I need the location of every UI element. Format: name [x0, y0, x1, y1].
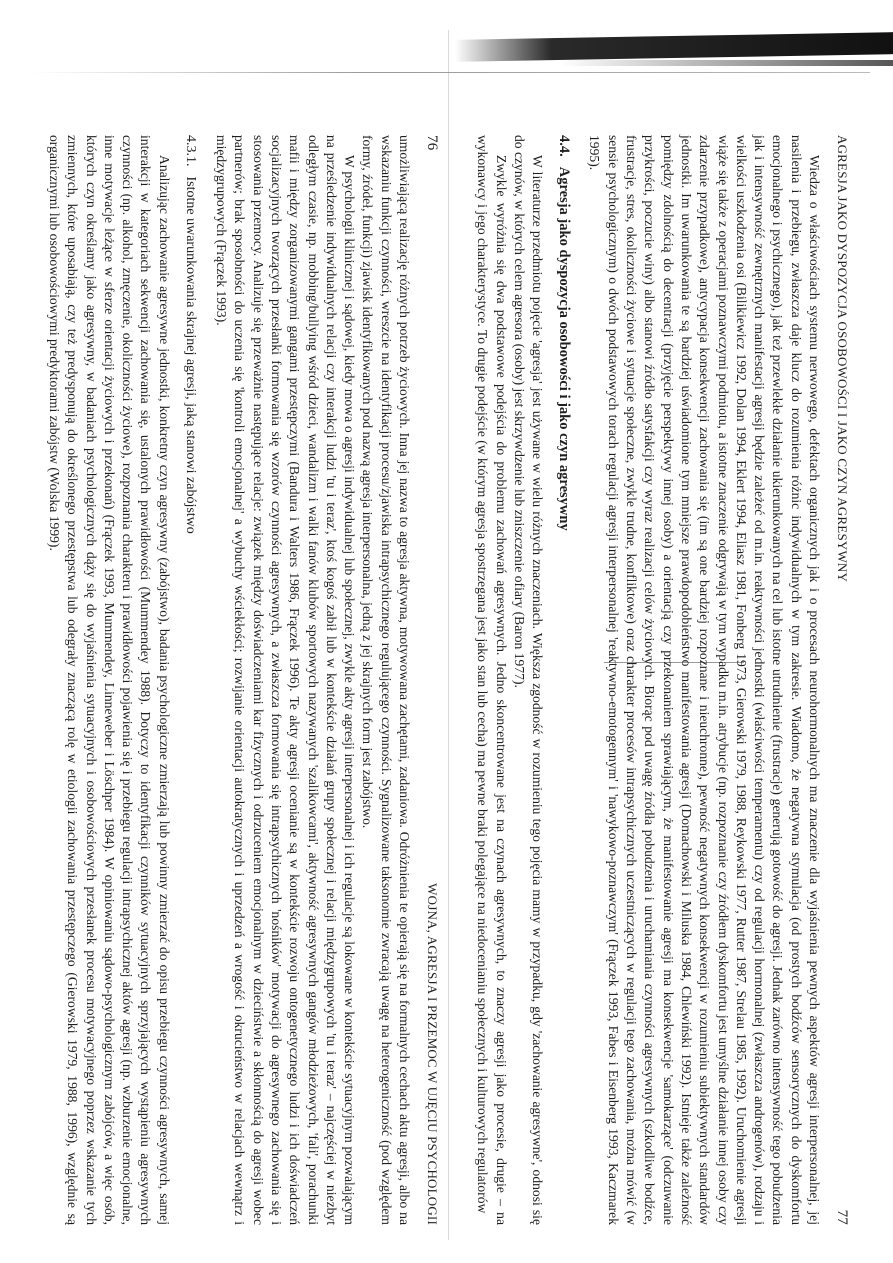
left-paragraph-3: Analizując zachowanie agresywne jednostki, konkretny czyn agresywny (zabójstwo), badania psychologiczne zmierzają lub powinny zmierzać do opisu przebiegu czynności agresywnych, samej interakcji w kategoriach sekwencji zachowania się, ustalonych prawidłowości (Mummendey 1988). Dotyczy to identyfikacji czynników sytuacyjnych sprzyjających wystąpieniu agresywnych czynności (np. alkohol, zmęczenie, okoliczności życiowe), rozpoznania charakteru i prawidłowości pojawienia się i przebiegu regulacji intrapsychicznej aktów agresji (np. wzburzenie emocjonalne, inne motywacje leżące w sferze orientacji życiowych i przekonań) (Frączek 1993, Mummendey, Linneweber i Löschper 1984). W opiniowaniu sądowo-psychologicznym zabójców, a więc osób, których czyn określamy jako agresywny, w badaniach psychologicznych dąży się do wyjaśnienia sytuacyjnych i osobowościowych przesłanek procesu motywacyjnego poprzez wskazanie tych zmiennych, które uposabiają, czy też predysponują do określonego przestępstwa lub odegrały znaczącą rolę w etiologii zachowania przestępczego (Gierowski 1979, 1988, 1996), względnie są organicznymi lub osobowościowymi predyktorami zabójstw (Wolska 1999).: [46, 135, 172, 1225]
right-page-number: 77: [834, 1209, 850, 1225]
right-page: [430, 135, 850, 1225]
section-number-4-4: 4.4.: [556, 135, 573, 157]
section-title-4-4: Agresja jako dyspozycja osobowości i jako czyn agresywny: [556, 166, 573, 531]
section-heading-4-3-1: [181, 135, 200, 1225]
left-page-number: 76: [424, 135, 440, 151]
right-running-head: [833, 135, 850, 1225]
right-paragraph-2: W literaturze przedmiotu pojęcie 'agresja' jest używane w wielu różnych znaczeniach. Większa zgodność w rozumieniu tego pojęcia mamy w przypadku, gdy 'zachowanie agresywne', odnosi się do czynów, w których celem agresora (osoby) jest skrzywdzenie lub zniszczenie ofiary (Baron 1977).: [511, 135, 546, 1225]
left-paragraph-1: umożliwiającą realizację różnych potrzeb życiowych. Inna jej nazwa to agresja aktywna, motywowana zachętami, zadaniowa. Odróżnienia te opierają się na formalnych cechach aktu agresji, albo na wskazaniu funkcji czynności, wreszcie na identyfikacji procesu/zjawiska intrapsychicznego regulującego czynności. Sygnalizowane taksonomie zwracają uwagę na heterogeniczność (pod względem formy, źródeł, funkcji) zjawisk identyfikowanych pod nazwą agresja interpersonalna, jedną z jej skrajnych form jest zabójstwo.: [360, 135, 412, 1225]
left-running-title: WOJNA, AGRESJA I PRZEMOC W UJĘCIU PSYCHOLOGII: [425, 883, 440, 1225]
right-running-title: AGRESJA JAKO DYSPOZYCJA OSOBOWOŚCI I JAKO CZYN AGRESYWNY: [835, 135, 850, 583]
section-heading-4-4: [554, 135, 573, 1225]
scanner-shadow-band: [455, 32, 893, 62]
section-number-4-3-1: 4.3.1.: [182, 135, 198, 167]
section-title-4-3-1: Istotne uwarunkowania skrajnej agresji, jaką stanowi zabójstwo: [182, 176, 198, 534]
right-paragraph-1: Wiedza o właściwościach systemu nerwowego, defektach organicznych jak i o procesach neurohormonalnych ma znaczenie dla wyjaśnienia pewnych aspektów agresji interpersonalnej, jej nasilenia i przebiegu, zwłaszcza daje klucz do rozumienia różnic indywidualnych w tym zakresie. Wiadomo, że negatywna stymulacja (od prostych bodźców sensorycznych do dyskomfortu emocjonalnego i psychicznego), jak też przewlekłe działanie ukierunkowanych na cel lub istotne utrudnienie (frustracje) generują gotowość do agresji. Jednak zarówno intensywność tego pobudzenia jak i intensywność zewnętrznych manifestacji agresji będzie zależeć od m.in. reaktywności jednostki (właściwości temperamentu) czy od regulacji hormonalnej (zwłaszcza androgenów), rodzaju i wielkości uszkodzenia osi (Bilikiewicz 1992, Dolan 1994, Eklert 1994, Eliasz 1981, Fonberg 1973, Gierowski 1979, 1988, Reykowski 1977, Rutter 1987, Strelau 1985, 1992). Uruchomienie agresji wiąże się także z operacjami poznawczymi podmiotu, a istotne znaczenie odgrywają w tym wypadku m.in. atrybucje (np. rozpoznanie czy źródłem dyskomfortu jest umyślne działanie innej osoby czy zdarzenie przypadkowe), antycypacja konsekwencji zachowania się (im są one bardziej rozpoznane i nieuchronne), pewność negatywnych konsekwencji w rozumieniu subiektywnych standardów jednostki. Im uwarunkowania te są bardziej uświadomione tym mniejsze prawdopodobieństwo manifestowania agresji (Domachowski i Miluska 1984, Chlewiński 1992). Istnieje także zależność pomiędzy zdolnością do decentracji (przyjęcie perspektywy innej osoby) a orientacją czy przekonaniem sprawiającym, że manifestowanie agresji ma konsekwencje 'samokarzące' (odczuwanie przykrości, poczucie winy) albo stanowi źródło satysfakcji czy wyraz realizacji celów życiowych. Biorąc pod uwagę źródła pobudzenia i uruchamiania czynności agresywnych (szkodliwe bodźce, frustracje, stres, okoliczności życiowe i sytuacje społeczne, zwykle trudne, konfliktowe) oraz charakter procesów intrapsychicznych uczestniczących w regulacji tego zachowania, można mówić (w sensie psychologicznym) o dwóch podstawowych torach regulacji agresji interpersonalnej 'reaktywno-emotogennym' i 'nawykowo-poznawczym' (Frączek 1993, Fabes i Eisenberg 1993, Kaczmarek 1995).: [587, 135, 822, 1225]
left-paragraph-2: W psychologii klinicznej i sądowej, kiedy mowa o agresji indywidualnej lub społecznej, zwykle akty agresji interpersonalnej i ich regulacje są lokowane w kontekście sytuacyjnym pozwalającym na prześledzenie indywidualnych relacji czy interakcji ludzi 'tu i teraz', ktoś kogoś zabił lub w kontekście działań grupy społecznej i relacji międzygrupowych 'tu i teraz' – najczęściej w niezbyt odległym czasie, np. mobbing/bullying wśród dzieci, wandalizm i walki fanów klubów sportowych nazywanych 'szalikowcami', aktywność agresywnych gangów młodzieżowych, 'fali', porachunki mafii i między zorganizowanymi gangami przestępczymi (Bandura i Walters 1986, Frączek 1996). Te akty agresji ocenianie są w kontekście rozwoju ontogenetycznego ludzi i ich doświadczeń socjalizacyjnych tworzących przesłanki formowania się wzorów czynności agresywnych, a zwłaszcza formowania się intrapsychicznych 'nośników' motywacji do agresywnego zachowania się i stosowania przemocy. Analizuje się przeważnie następujące relacje: związek między doświadczeniami kar fizycznych i odrzuceniem emocjonalnym w dzieciństwie a skłonnością do agresji wobec partnerów; brak sposobności do uczenia się 'kontroli emocjonalnej' a wybuchy wściekłości; rozwijanie orientacji autokratycznych i uprzedzeń a wrogość i okrucieństwo w relacjach wewnątrz i międzygrupowych (Frączek 1993).: [214, 135, 358, 1225]
right-paragraph-3: Zwykle wyróżnia się dwa podstawowe podejścia do problemu zachowań agresywnych. Jedno skoncentrowane jest na czynach agresywnych, to znaczy agresji jako procesie, drugie – na wykonawcy i jego charakterystyce. To drugie podejście (w którym agresja spostrzegana jest jako stan lub cecha) ma pewne braki polegające na niedocenianiu społecznych i kulturowych regulatorów: [475, 135, 509, 1225]
scanner-line: [30, 72, 870, 73]
left-page: [15, 135, 440, 1225]
scanner-shadow-edge: [560, 60, 893, 66]
